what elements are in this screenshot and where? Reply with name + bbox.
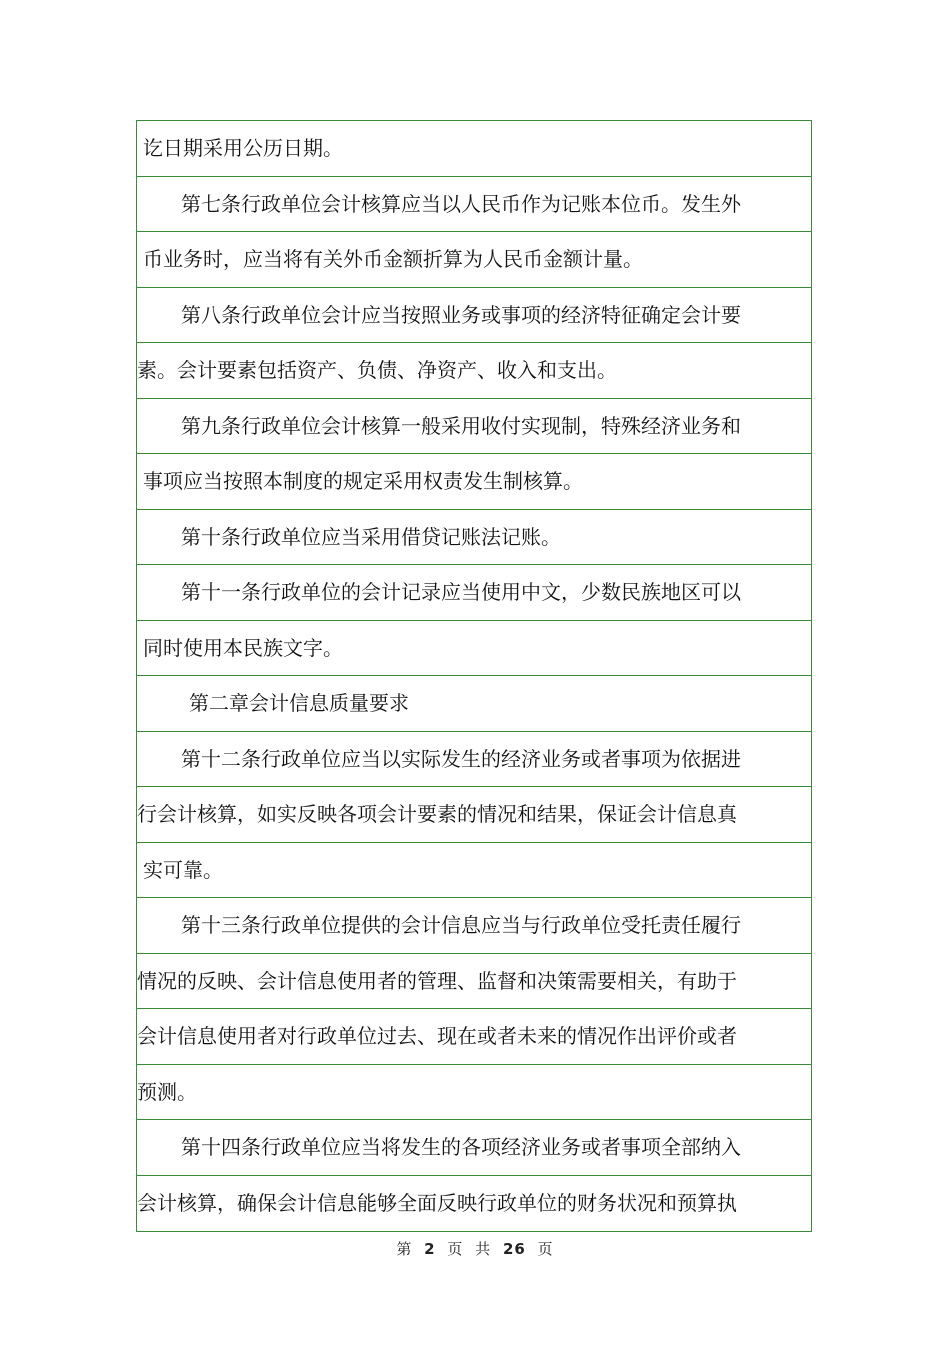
text-line — [137, 843, 811, 899]
text-line-content: 第九条行政单位会计核算一般采用收付实现制，特殊经济业务和 — [181, 413, 741, 438]
footer-prefix: 第 — [396, 1240, 413, 1258]
text-line — [137, 898, 811, 954]
text-line — [137, 676, 811, 732]
text-line-content: 第十二条行政单位应当以实际发生的经济业务或者事项为依据进 — [181, 746, 741, 771]
text-line — [137, 787, 811, 843]
text-line-content: 讫日期采用公历日期。 — [143, 136, 343, 161]
text-line — [137, 621, 811, 677]
text-line — [137, 954, 811, 1010]
text-line-content: 第十三条行政单位提供的会计信息应当与行政单位受托责任履行 — [181, 913, 741, 938]
text-line — [137, 1120, 811, 1176]
text-line — [137, 232, 811, 288]
text-line — [137, 732, 811, 788]
text-line-content: 会计信息使用者对行政单位过去、现在或者未来的情况作出评价或者 — [137, 1024, 737, 1049]
text-line-content: 会计核算，确保会计信息能够全面反映行政单位的财务状况和预算执 — [137, 1191, 737, 1216]
text-line-content: 预测。 — [137, 1079, 197, 1104]
text-line-content: 情况的反映、会计信息使用者的管理、监督和决策需要相关，有助于 — [137, 968, 737, 993]
text-line — [137, 1176, 811, 1232]
text-line — [137, 177, 811, 233]
text-line — [137, 454, 811, 510]
text-line — [137, 1065, 811, 1121]
text-line — [137, 288, 811, 344]
text-line-content: 素。会计要素包括资产、负债、净资产、收入和支出。 — [137, 358, 617, 383]
text-line-content: 第七条行政单位会计核算应当以人民币作为记账本位币。发生外 — [181, 191, 741, 216]
text-line — [137, 343, 811, 399]
current-page-number: 2 — [424, 1240, 436, 1258]
text-line — [137, 399, 811, 455]
text-line-content: 第十一条行政单位的会计记录应当使用中文，少数民族地区可以 — [181, 580, 741, 605]
text-line-content: 第十条行政单位应当采用借贷记账法记账。 — [181, 524, 561, 549]
footer-total-word: 共 — [475, 1240, 492, 1258]
page-footer — [0, 1238, 950, 1259]
text-grid — [136, 120, 812, 1232]
text-line-content: 币业务时，应当将有关外币金额折算为人民币金额计量。 — [143, 247, 643, 272]
text-line — [137, 510, 811, 566]
text-line-content: 同时使用本民族文字。 — [143, 635, 343, 660]
total-page-number: 26 — [502, 1240, 526, 1258]
text-line-content: 实可靠。 — [143, 857, 223, 882]
text-line-content: 第十四条行政单位应当将发生的各项经济业务或者事项全部纳入 — [181, 1135, 741, 1160]
footer-suffix: 页 — [537, 1240, 554, 1258]
text-line — [137, 565, 811, 621]
footer-page-word: 页 — [447, 1240, 464, 1258]
text-line — [137, 121, 811, 177]
text-line-content: 行会计核算，如实反映各项会计要素的情况和结果，保证会计信息真 — [137, 802, 737, 827]
text-line-content: 事项应当按照本制度的规定采用权责发生制核算。 — [143, 469, 583, 494]
text-line-content: 第八条行政单位会计应当按照业务或事项的经济特征确定会计要 — [181, 302, 741, 327]
text-line — [137, 1009, 811, 1065]
text-line-content: 第二章会计信息质量要求 — [189, 691, 409, 716]
